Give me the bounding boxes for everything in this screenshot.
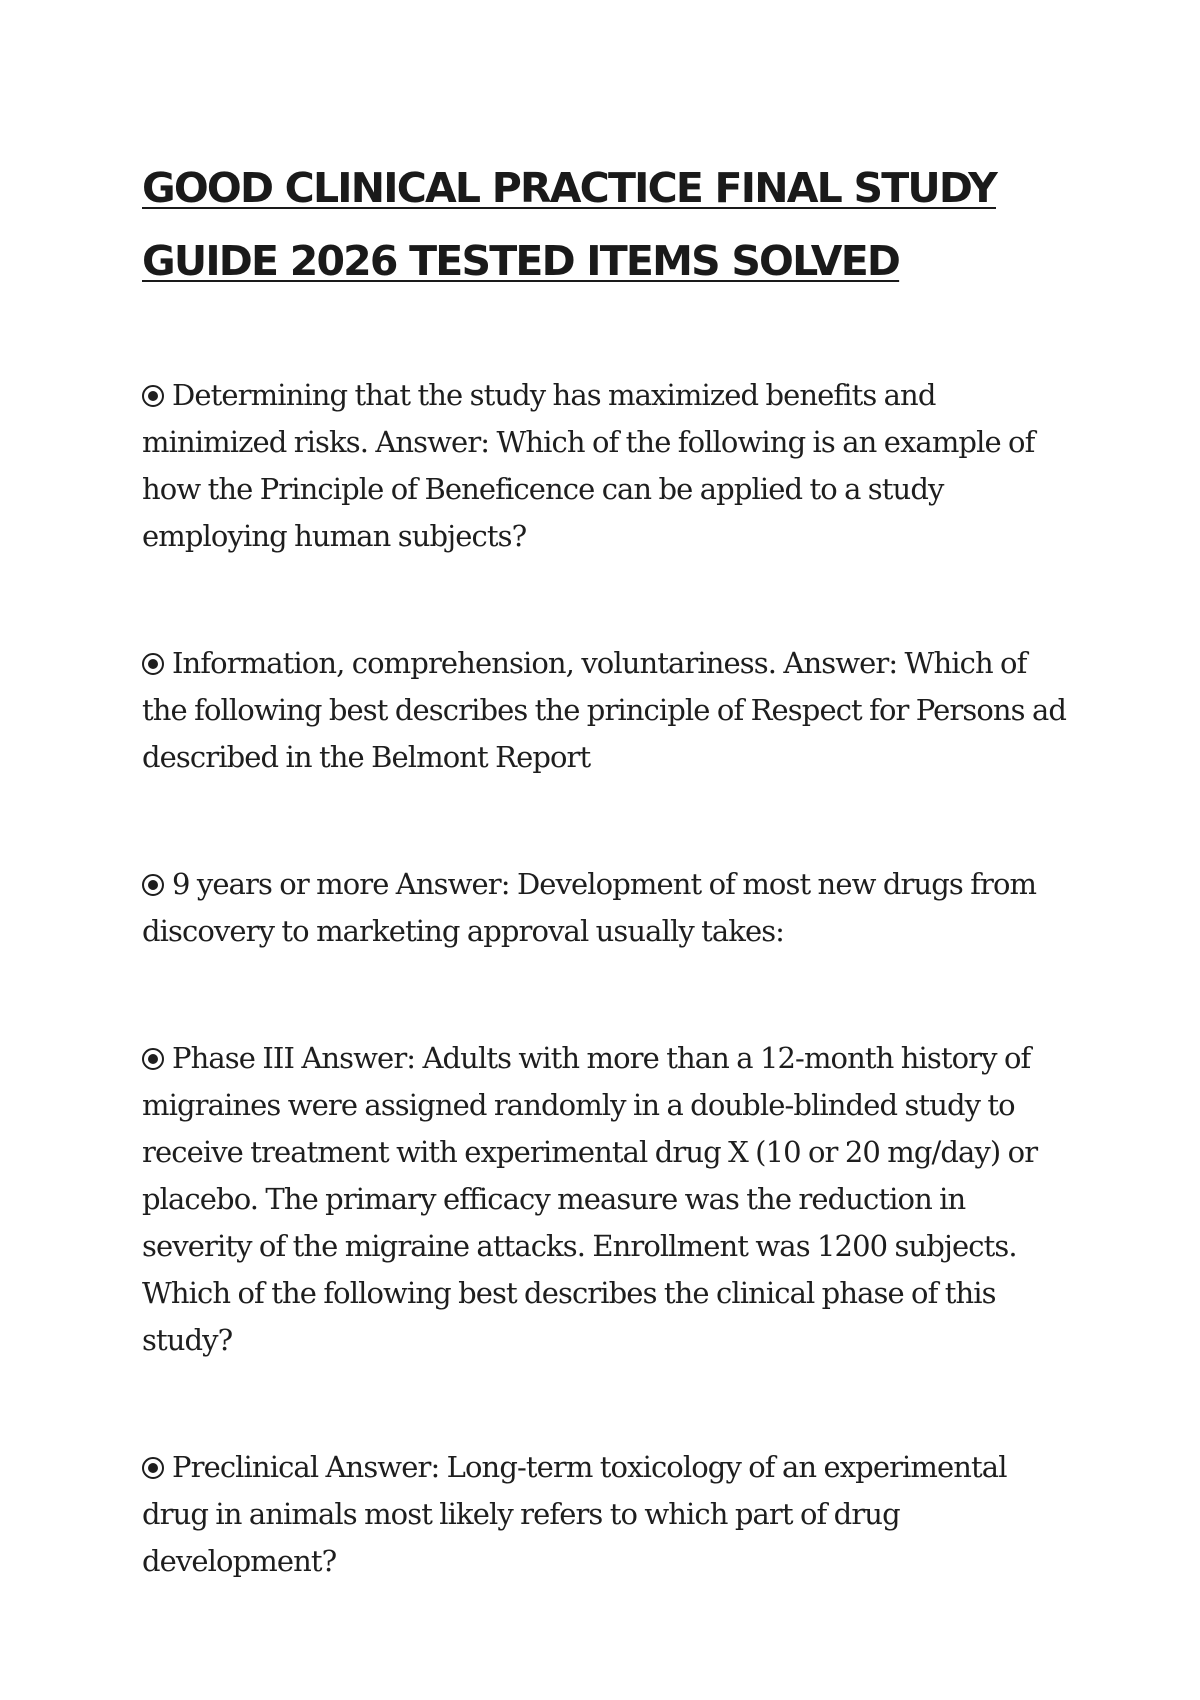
qa-item-text: Determining that the study has maximized benefits and minimized risks. Answer: Which of the following is an example of how the Principle of Beneficence can be applied to a study employing human subjects? [142, 378, 1035, 553]
radio-bullet-icon [142, 385, 164, 407]
qa-item [142, 1035, 1067, 1364]
qa-item-text: Information, comprehension, voluntariness. Answer: Which of the following best describes the principle of Respect for Persons ad described in the Belmont Report [142, 646, 1067, 774]
qa-item-text: Preclinical Answer: Long-term toxicology of an experimental drug in animals most likely refers to which part of drug development? [142, 1450, 1007, 1578]
radio-bullet-icon [142, 653, 164, 675]
title-line-1: GOOD CLINICAL PRACTICE FINAL STUDY [142, 164, 996, 212]
radio-bullet-icon [142, 874, 164, 896]
qa-item [142, 1444, 1067, 1585]
qa-item-text: 9 years or more Answer: Development of most new drugs from discovery to marketing approval usually takes: [142, 867, 1037, 948]
qa-item [142, 640, 1067, 781]
document-title [142, 152, 1082, 298]
qa-item-text: Phase III Answer: Adults with more than a 12-month history of migraines were assigned randomly in a double-blinded study to receive treatment with experimental drug X (10 or 20 mg/day) or placebo. The primary efficacy measure was the reduction in severity of the migraine attacks. Enrollment was 1200 subjects. Which of the following best describes the clinical phase of this study? [142, 1041, 1038, 1357]
title-line-2: GUIDE 2026 TESTED ITEMS SOLVED [142, 237, 900, 285]
qa-item [142, 861, 1067, 955]
radio-bullet-icon [142, 1048, 164, 1070]
qa-list [142, 372, 1067, 1585]
radio-bullet-icon [142, 1457, 164, 1479]
qa-item [142, 372, 1067, 560]
